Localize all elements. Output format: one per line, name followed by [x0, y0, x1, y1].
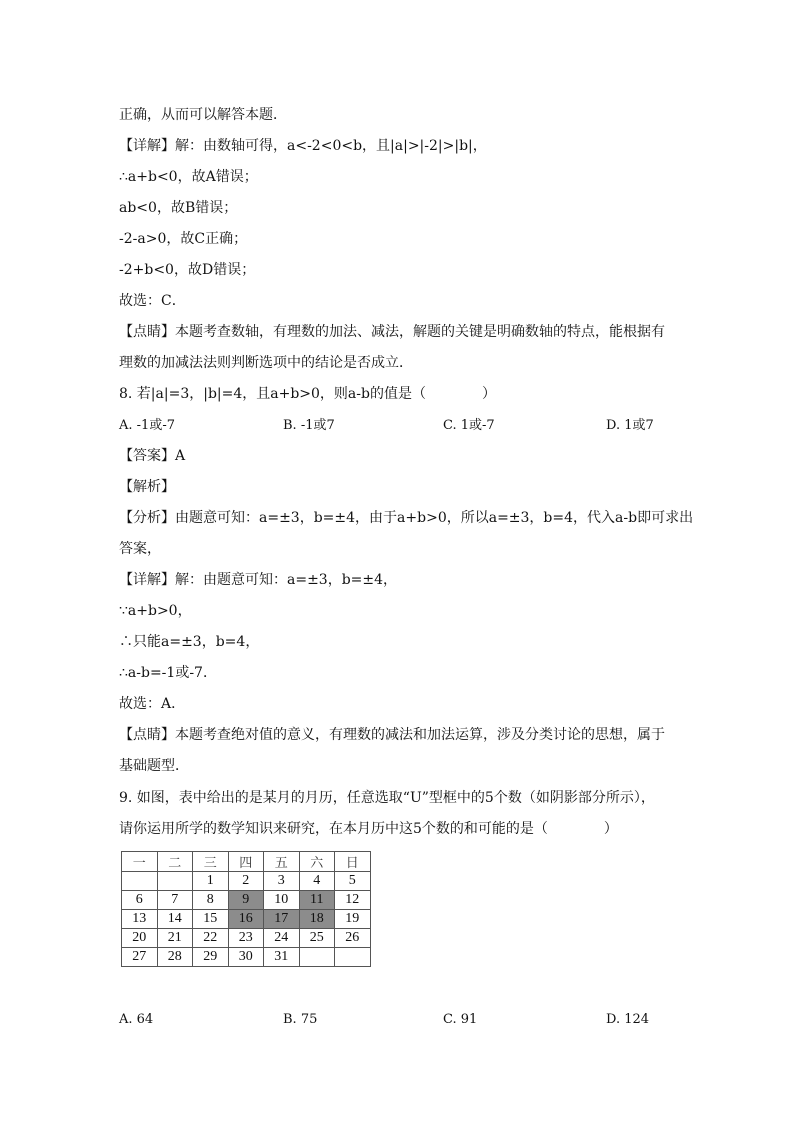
- date-cell: 31: [264, 948, 300, 967]
- option-b: B. -1或7: [283, 418, 335, 433]
- text-line: 【分析】由题意可知：a=±3，b=±4，由于a+b>0，所以a=±3，b=4，代入a-b即可求出: [119, 510, 694, 526]
- date-cell: 15: [193, 910, 229, 929]
- text-line: 理数的加减法法则判断选项中的结论是否成立．: [119, 355, 413, 371]
- date-cell: 12: [335, 891, 371, 910]
- date-cell: [299, 948, 335, 967]
- question-9: 9. 如图，表中给出的是某月的月历，任意选取“U”型框中的5个数（如阴影部分所示），: [119, 790, 655, 806]
- date-cell: 27: [122, 948, 158, 967]
- date-cell: 19: [335, 910, 371, 929]
- text-line: 基础题型．: [119, 758, 189, 774]
- question-8: 8. 若|a|=3，|b|=4，且a+b>0，则a-b的值是（ ）: [119, 386, 496, 402]
- date-cell: 29: [193, 948, 229, 967]
- date-cell: 17: [264, 910, 300, 929]
- date-cell: 24: [264, 929, 300, 948]
- text-line: 正确，从而可以解答本题．: [119, 107, 287, 123]
- date-cell: 5: [335, 872, 371, 891]
- text-line: -2+b<0，故D错误；: [119, 262, 256, 278]
- weekday-cell: 六: [299, 852, 335, 872]
- text-line: ∴只能a=±3，b=4，: [119, 634, 260, 650]
- date-cell: 11: [299, 891, 335, 910]
- date-cell: 21: [157, 929, 193, 948]
- date-cell: 2: [228, 872, 264, 891]
- calendar-row: [122, 872, 371, 891]
- date-cell: 3: [264, 872, 300, 891]
- weekday-cell: 三: [193, 852, 229, 872]
- text-line: ∴a-b=-1或-7．: [119, 665, 217, 681]
- text-line: ∴a+b<0，故A错误；: [119, 169, 258, 185]
- weekday-cell: 日: [335, 852, 371, 872]
- text-line: 答案，: [119, 541, 161, 557]
- date-cell: 30: [228, 948, 264, 967]
- text-line: -2-a>0，故C正确；: [119, 231, 248, 247]
- date-cell: 20: [122, 929, 158, 948]
- text-line: 【详解】解：由数轴可得，a<-2<0<b，且|a|>|-2|>|b|，: [119, 138, 487, 154]
- weekday-cell: 二: [157, 852, 193, 872]
- text-line: ∵a+b>0，: [119, 603, 192, 619]
- date-cell: [122, 872, 158, 891]
- option-c: C. 91: [443, 1012, 478, 1027]
- date-cell: [335, 948, 371, 967]
- option-c: C. 1或-7: [443, 418, 495, 433]
- calendar-header-row: [122, 852, 371, 872]
- date-cell: 16: [228, 910, 264, 929]
- text-line: 【点睛】本题考查绝对值的意义，有理数的减法和加法运算，涉及分类讨论的思想，属于: [119, 727, 665, 743]
- text-line: 请你运用所学的数学知识来研究，在本月历中这5个数的和可能的是（ ）: [119, 821, 618, 837]
- date-cell: 1: [193, 872, 229, 891]
- weekday-cell: 一: [122, 852, 158, 872]
- analysis-label: 【解析】: [119, 479, 175, 495]
- date-cell: [157, 872, 193, 891]
- date-cell: 10: [264, 891, 300, 910]
- answer-label: 【答案】A: [119, 448, 186, 464]
- date-cell: 25: [299, 929, 335, 948]
- date-cell: 26: [335, 929, 371, 948]
- date-cell: 18: [299, 910, 335, 929]
- calendar-row: [122, 891, 371, 910]
- text-line: 故选：C．: [119, 293, 186, 309]
- date-cell: 23: [228, 929, 264, 948]
- date-cell: 22: [193, 929, 229, 948]
- date-cell: 4: [299, 872, 335, 891]
- date-cell: 8: [193, 891, 229, 910]
- text-line: 【详解】解：由题意可知：a=±3，b=±4，: [119, 572, 398, 588]
- date-cell: 9: [228, 891, 264, 910]
- option-d: D. 1或7: [606, 418, 654, 433]
- calendar-row: [122, 929, 371, 948]
- text-line: 故选：A．: [119, 696, 186, 712]
- text-line: 【点睛】本题考查数轴，有理数的加法、减法，解题的关键是明确数轴的特点，能根据有: [119, 324, 665, 340]
- option-d: D. 124: [606, 1012, 650, 1027]
- calendar-row: [122, 948, 371, 967]
- calendar-row: [122, 910, 371, 929]
- calendar-table: [121, 851, 371, 967]
- option-b: B. 75: [283, 1012, 318, 1027]
- weekday-cell: 四: [228, 852, 264, 872]
- date-cell: 7: [157, 891, 193, 910]
- weekday-cell: 五: [264, 852, 300, 872]
- option-a: A. -1或-7: [119, 418, 175, 433]
- date-cell: 14: [157, 910, 193, 929]
- text-line: ab<0，故B错误；: [119, 200, 238, 216]
- date-cell: 13: [122, 910, 158, 929]
- date-cell: 6: [122, 891, 158, 910]
- date-cell: 28: [157, 948, 193, 967]
- option-a: A. 64: [119, 1012, 154, 1027]
